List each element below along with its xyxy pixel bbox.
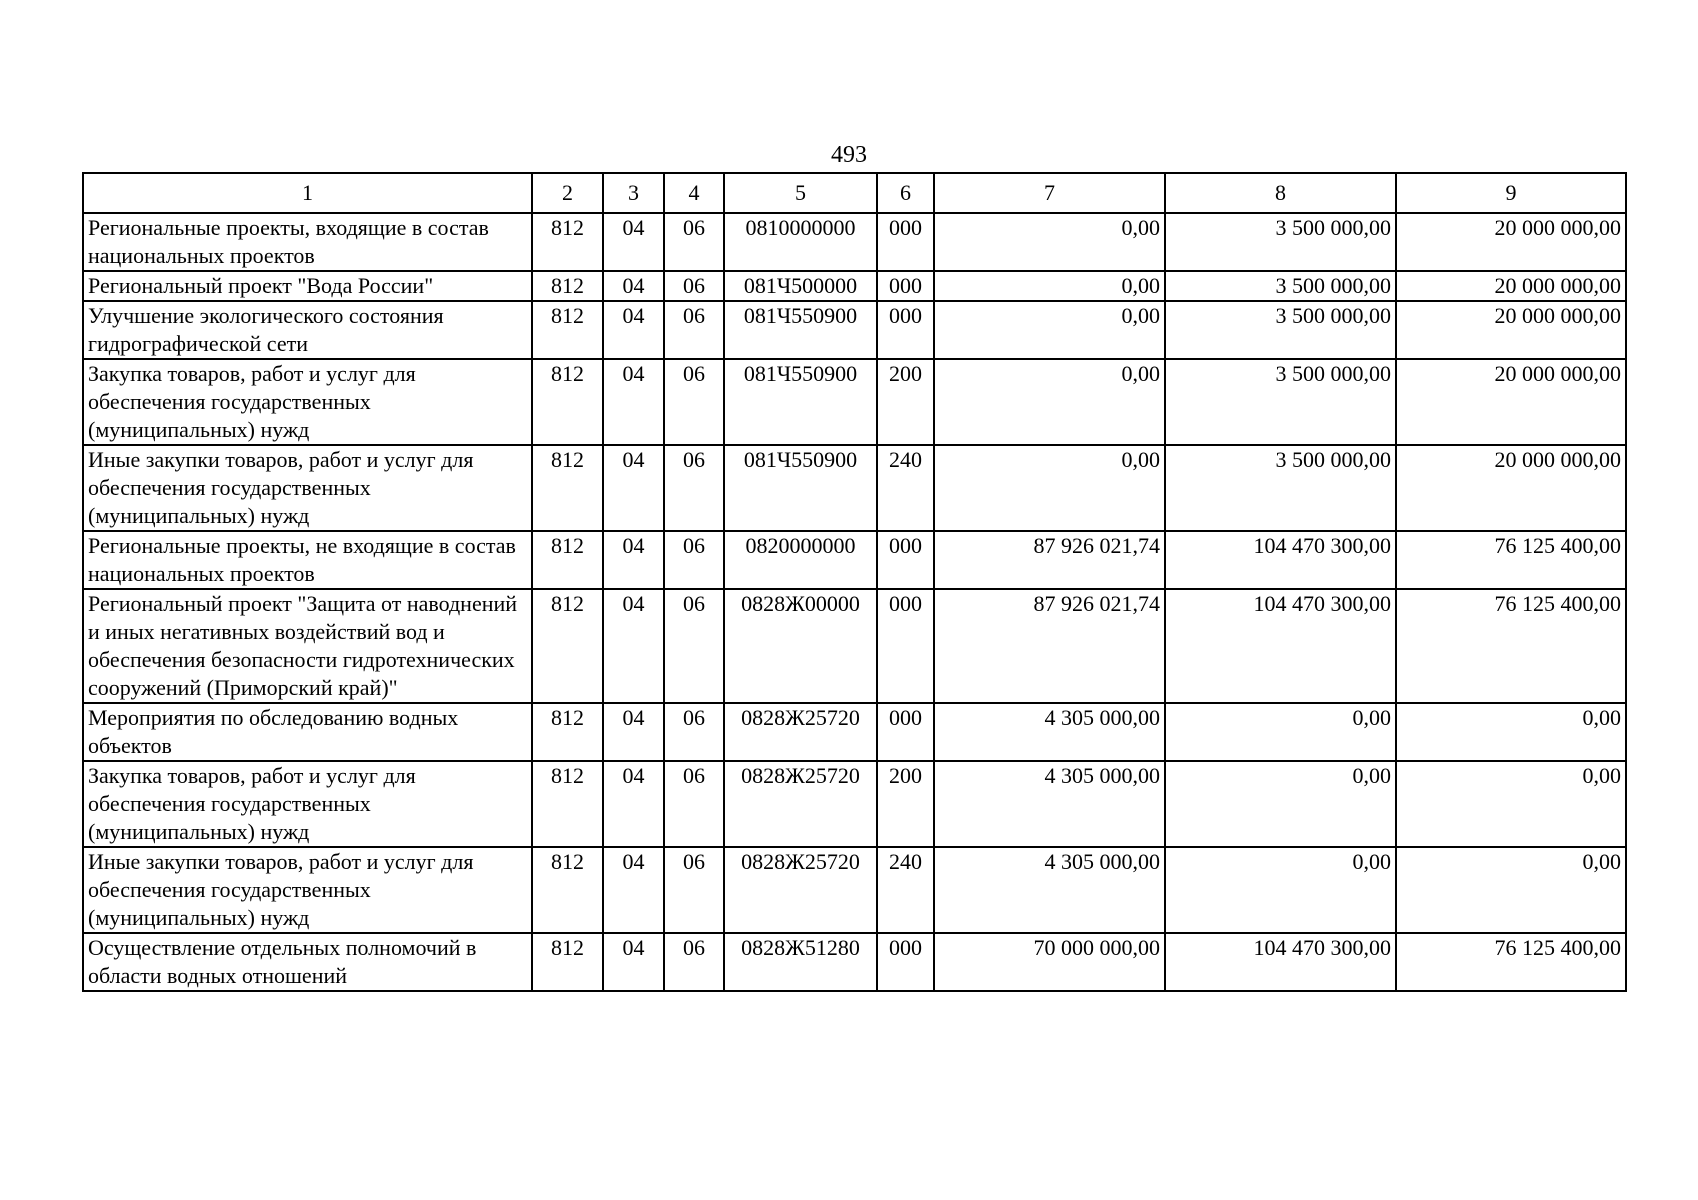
target-article-code: 0828Ж51280: [724, 933, 877, 991]
target-article-code: 0828Ж00000: [724, 589, 877, 703]
amount-col-7: 0,00: [934, 213, 1165, 271]
section-code: 04: [603, 933, 664, 991]
subsection-code: 06: [664, 589, 724, 703]
section-code: 04: [603, 847, 664, 933]
table-row: [83, 589, 1626, 703]
expense-type-code: 000: [877, 271, 934, 301]
expense-type-code: 000: [877, 933, 934, 991]
amount-col-9: 20 000 000,00: [1396, 271, 1626, 301]
item-name: Осуществление отдельных полномочий в области водных отношений: [83, 933, 532, 991]
page-number: 493: [831, 142, 867, 168]
expense-type-code: 000: [877, 703, 934, 761]
grbs-code: 812: [532, 847, 603, 933]
amount-col-9: 76 125 400,00: [1396, 933, 1626, 991]
amount-col-8: 104 470 300,00: [1165, 589, 1396, 703]
item-name: Закупка товаров, работ и услуг для обеспечения государственных (муниципальных) нужд: [83, 761, 532, 847]
subsection-code: 06: [664, 301, 724, 359]
subsection-code: 06: [664, 933, 724, 991]
target-article-code: 081Ч550900: [724, 359, 877, 445]
item-name: Закупка товаров, работ и услуг для обеспечения государственных (муниципальных) нужд: [83, 359, 532, 445]
amount-col-7: 87 926 021,74: [934, 589, 1165, 703]
target-article-code: 081Ч550900: [724, 301, 877, 359]
section-code: 04: [603, 445, 664, 531]
budget-table: [82, 172, 1627, 992]
amount-col-8: 104 470 300,00: [1165, 531, 1396, 589]
amount-col-8: 3 500 000,00: [1165, 445, 1396, 531]
amount-col-7: 0,00: [934, 271, 1165, 301]
amount-col-9: 0,00: [1396, 847, 1626, 933]
amount-col-9: 76 125 400,00: [1396, 589, 1626, 703]
amount-col-8: 3 500 000,00: [1165, 301, 1396, 359]
grbs-code: 812: [532, 271, 603, 301]
amount-col-8: 0,00: [1165, 847, 1396, 933]
target-article-code: 0820000000: [724, 531, 877, 589]
table-row: [83, 933, 1626, 991]
column-header: 3: [603, 173, 664, 213]
amount-col-7: 4 305 000,00: [934, 761, 1165, 847]
section-code: 04: [603, 761, 664, 847]
table-row: [83, 301, 1626, 359]
grbs-code: 812: [532, 445, 603, 531]
column-header: 6: [877, 173, 934, 213]
expense-type-code: 000: [877, 531, 934, 589]
table-row: [83, 531, 1626, 589]
grbs-code: 812: [532, 703, 603, 761]
amount-col-7: 87 926 021,74: [934, 531, 1165, 589]
amount-col-7: 4 305 000,00: [934, 847, 1165, 933]
column-header: 2: [532, 173, 603, 213]
section-code: 04: [603, 359, 664, 445]
amount-col-8: 0,00: [1165, 761, 1396, 847]
item-name: Иные закупки товаров, работ и услуг для обеспечения государственных (муниципальных) нужд: [83, 847, 532, 933]
subsection-code: 06: [664, 445, 724, 531]
table-row: [83, 761, 1626, 847]
grbs-code: 812: [532, 761, 603, 847]
grbs-code: 812: [532, 301, 603, 359]
column-header: 9: [1396, 173, 1626, 213]
expense-type-code: 240: [877, 847, 934, 933]
amount-col-9: 20 000 000,00: [1396, 359, 1626, 445]
section-code: 04: [603, 531, 664, 589]
amount-col-7: 0,00: [934, 301, 1165, 359]
item-name: Иные закупки товаров, работ и услуг для обеспечения государственных (муниципальных) нужд: [83, 445, 532, 531]
item-name: Улучшение экологического состояния гидрографической сети: [83, 301, 532, 359]
amount-col-7: 70 000 000,00: [934, 933, 1165, 991]
amount-col-9: 20 000 000,00: [1396, 213, 1626, 271]
item-name: Региональные проекты, не входящие в состав национальных проектов: [83, 531, 532, 589]
amount-col-9: 20 000 000,00: [1396, 445, 1626, 531]
table-row: [83, 359, 1626, 445]
amount-col-9: 0,00: [1396, 703, 1626, 761]
section-code: 04: [603, 589, 664, 703]
section-code: 04: [603, 703, 664, 761]
amount-col-8: 0,00: [1165, 703, 1396, 761]
item-name: Региональный проект "Вода России": [83, 271, 532, 301]
amount-col-8: 3 500 000,00: [1165, 213, 1396, 271]
grbs-code: 812: [532, 213, 603, 271]
subsection-code: 06: [664, 213, 724, 271]
section-code: 04: [603, 301, 664, 359]
amount-col-9: 20 000 000,00: [1396, 301, 1626, 359]
expense-type-code: 240: [877, 445, 934, 531]
table-row: [83, 271, 1626, 301]
table-row: [83, 703, 1626, 761]
subsection-code: 06: [664, 761, 724, 847]
subsection-code: 06: [664, 531, 724, 589]
column-header: 1: [83, 173, 532, 213]
subsection-code: 06: [664, 359, 724, 445]
expense-type-code: 000: [877, 301, 934, 359]
expense-type-code: 200: [877, 359, 934, 445]
table-body: [83, 213, 1626, 991]
target-article-code: 0810000000: [724, 213, 877, 271]
table-row: [83, 213, 1626, 271]
item-name: Мероприятия по обследованию водных объектов: [83, 703, 532, 761]
column-header: 5: [724, 173, 877, 213]
section-code: 04: [603, 213, 664, 271]
amount-col-7: 0,00: [934, 359, 1165, 445]
expense-type-code: 000: [877, 589, 934, 703]
target-article-code: 081Ч500000: [724, 271, 877, 301]
section-code: 04: [603, 271, 664, 301]
subsection-code: 06: [664, 703, 724, 761]
grbs-code: 812: [532, 589, 603, 703]
amount-col-7: 4 305 000,00: [934, 703, 1165, 761]
target-article-code: 0828Ж25720: [724, 847, 877, 933]
amount-col-8: 3 500 000,00: [1165, 359, 1396, 445]
column-header: 4: [664, 173, 724, 213]
expense-type-code: 000: [877, 213, 934, 271]
amount-col-9: 0,00: [1396, 761, 1626, 847]
header-row: [83, 173, 1626, 213]
grbs-code: 812: [532, 933, 603, 991]
target-article-code: 0828Ж25720: [724, 761, 877, 847]
grbs-code: 812: [532, 531, 603, 589]
amount-col-7: 0,00: [934, 445, 1165, 531]
grbs-code: 812: [532, 359, 603, 445]
subsection-code: 06: [664, 271, 724, 301]
amount-col-9: 76 125 400,00: [1396, 531, 1626, 589]
target-article-code: 0828Ж25720: [724, 703, 877, 761]
target-article-code: 081Ч550900: [724, 445, 877, 531]
item-name: Региональные проекты, входящие в состав национальных проектов: [83, 213, 532, 271]
column-header: 8: [1165, 173, 1396, 213]
column-header: 7: [934, 173, 1165, 213]
item-name: Региональный проект "Защита от наводнений и иных негативных воздействий вод и обеспечения безопасности гидротехнических сооружений (Приморский край)": [83, 589, 532, 703]
amount-col-8: 104 470 300,00: [1165, 933, 1396, 991]
expense-type-code: 200: [877, 761, 934, 847]
table-row: [83, 445, 1626, 531]
table-row: [83, 847, 1626, 933]
amount-col-8: 3 500 000,00: [1165, 271, 1396, 301]
subsection-code: 06: [664, 847, 724, 933]
